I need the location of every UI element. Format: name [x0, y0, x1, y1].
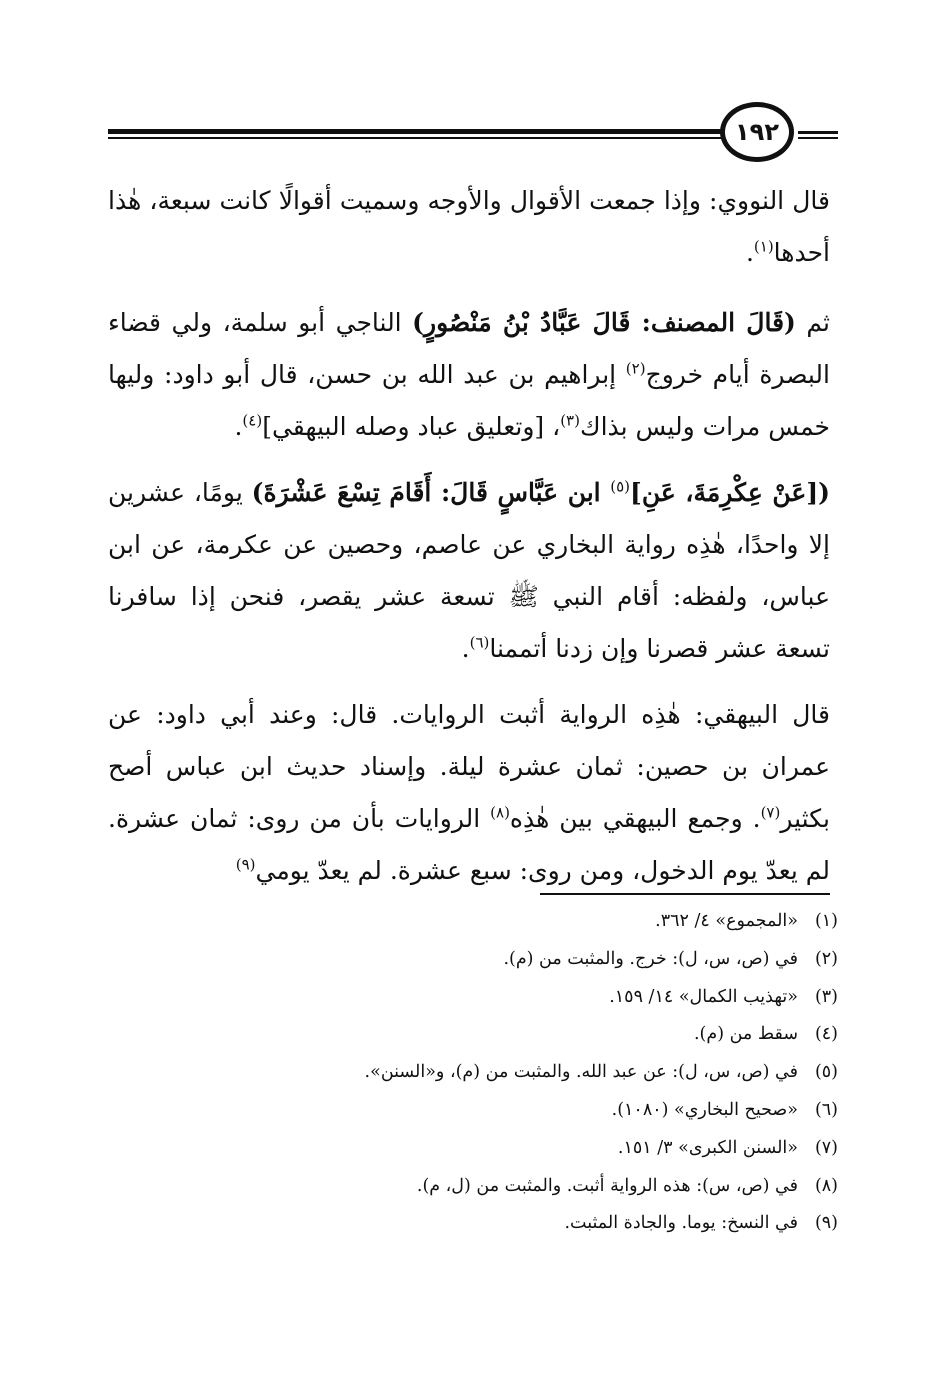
paragraph-text: الناجي أبو سلمة، ولي قضاء البصرة أيام خروج	[108, 308, 830, 389]
matn-text: (قَالَ المصنف: قَالَ عَبَّادُ بْنُ مَنْصُورٍ)	[412, 308, 796, 337]
footnote-number: (٢)	[814, 948, 838, 969]
footnote-text: «السنن الكبرى» ٣/ ١٥١.	[617, 1137, 798, 1158]
footnote-number: (١)	[814, 911, 838, 931]
footnote-ref[interactable]: (٧)	[760, 803, 781, 822]
paragraph-text: قال النووي: وإذا جمعت الأقوال والأوجه وسميت أقوالًا كانت سبعة، هٰذا أحدها	[108, 186, 830, 267]
paragraph-3	[108, 467, 830, 675]
footnote-ref[interactable]: (٨)	[490, 803, 510, 822]
footnote-number: (٥)	[814, 1062, 838, 1083]
footnote-number: (٧)	[814, 1137, 838, 1158]
footnotes	[108, 903, 838, 1243]
footnote-ref[interactable]: (١)	[753, 237, 774, 256]
paragraph-text: ، [وتعليق عباد وصله البيهقي]	[262, 412, 561, 441]
footnote-separator	[540, 893, 830, 895]
footnote-ref[interactable]: (٩)	[235, 855, 256, 874]
footnote-ref[interactable]: (٤)	[242, 411, 263, 430]
paragraph-text: .	[234, 412, 243, 441]
main-text	[108, 175, 830, 897]
footnote-number: (٨)	[814, 1175, 838, 1196]
header-rule	[108, 129, 726, 134]
footnote-ref[interactable]: (٣)	[560, 411, 580, 430]
paragraph-2	[108, 297, 830, 453]
paragraph-text: ثم	[795, 308, 831, 337]
footnote-text: «المجموع» ٤/ ٣٦٢.	[655, 911, 798, 931]
paragraph-text: .	[461, 634, 470, 663]
footnote-item	[108, 1168, 838, 1206]
footnote-item	[108, 941, 838, 979]
footnote-text: «صحيح البخاري» (١٠٨٠).	[611, 1099, 798, 1120]
footnote-text: «تهذيب الكمال» ١٤/ ١٥٩.	[609, 986, 798, 1007]
paragraph-text: إبراهيم بن عبد الله بن حسن، قال أبو داود: وليها خمس مرات وليس بذاك	[108, 360, 830, 441]
paragraph-4	[108, 689, 830, 897]
paragraph-text: الروايات بأن من روى: ثمان عشرة. لم يعدّ يوم الدخول، ومن روى: سبع عشرة. لم يعدّ يومي	[108, 804, 830, 885]
footnote-text: في (ص، س، ل): عن عبد الله. والمثبت من (م)، و«السنن».	[364, 1062, 798, 1083]
header-rule-right-thin	[798, 137, 838, 139]
paragraph-text: يومًا، عشرين إلا واحدًا، هٰذِه رواية البخاري عن عاصم، وحصين عن عكرمة، عن ابن عباس، ولفظه: أقام النبي ﷺ تسعة عشر يقصر، فنحن إذا سافرنا تسعة عشر قصرنا وإن زدنا أتممنا	[108, 478, 830, 663]
footnote-text: سقط من (م).	[693, 1024, 798, 1045]
footnote-ref[interactable]: (٢)	[625, 359, 646, 378]
paragraph-text: قال البيهقي: هٰذِه الرواية أثبت الروايات. قال: وعند أبي داود: عن عمران بن حصين: ثمان عشرة ليلة. وإسناد حديث ابن عباس أصح بكثير	[108, 700, 830, 833]
footnote-text: في النسخ: يوما. والجادة المثبت.	[564, 1213, 798, 1234]
matn-text: ([عَنْ عِكْرِمَةَ، عَنِ]	[630, 478, 830, 507]
page-header	[108, 100, 838, 170]
footnote-item	[108, 903, 838, 941]
footnote-item	[108, 979, 838, 1017]
header-rule-thin	[108, 137, 726, 139]
footnote-text: في (ص، س، ل): خرج. والمثبت من (م).	[503, 948, 798, 969]
paragraph-1	[108, 175, 830, 279]
footnote-ref[interactable]: (٦)	[469, 633, 490, 652]
footnote-item	[108, 1016, 838, 1054]
footnote-number: (٩)	[814, 1213, 838, 1234]
footnote-number: (٤)	[814, 1024, 838, 1045]
page-number: ١٩٢	[720, 102, 794, 162]
paragraph-text: .	[745, 238, 754, 267]
matn-text: ابن عَبَّاسٍ قَالَ: أَقَامَ تِسْعَ عَشْرَةَ)	[251, 478, 611, 507]
footnote-item	[108, 1130, 838, 1168]
footnote-ref[interactable]: (٥)	[610, 477, 631, 496]
footnote-item	[108, 1092, 838, 1130]
footnote-item	[108, 1205, 838, 1243]
footnote-number: (٣)	[814, 986, 838, 1007]
footnote-text: في (ص، س): هذه الرواية أثبت. والمثبت من (ل، م).	[416, 1175, 798, 1196]
footnote-number: (٦)	[814, 1099, 838, 1120]
header-rule-right	[798, 131, 838, 134]
footnote-item	[108, 1054, 838, 1092]
paragraph-text: . وجمع البيهقي بين هٰذِه	[509, 804, 761, 833]
